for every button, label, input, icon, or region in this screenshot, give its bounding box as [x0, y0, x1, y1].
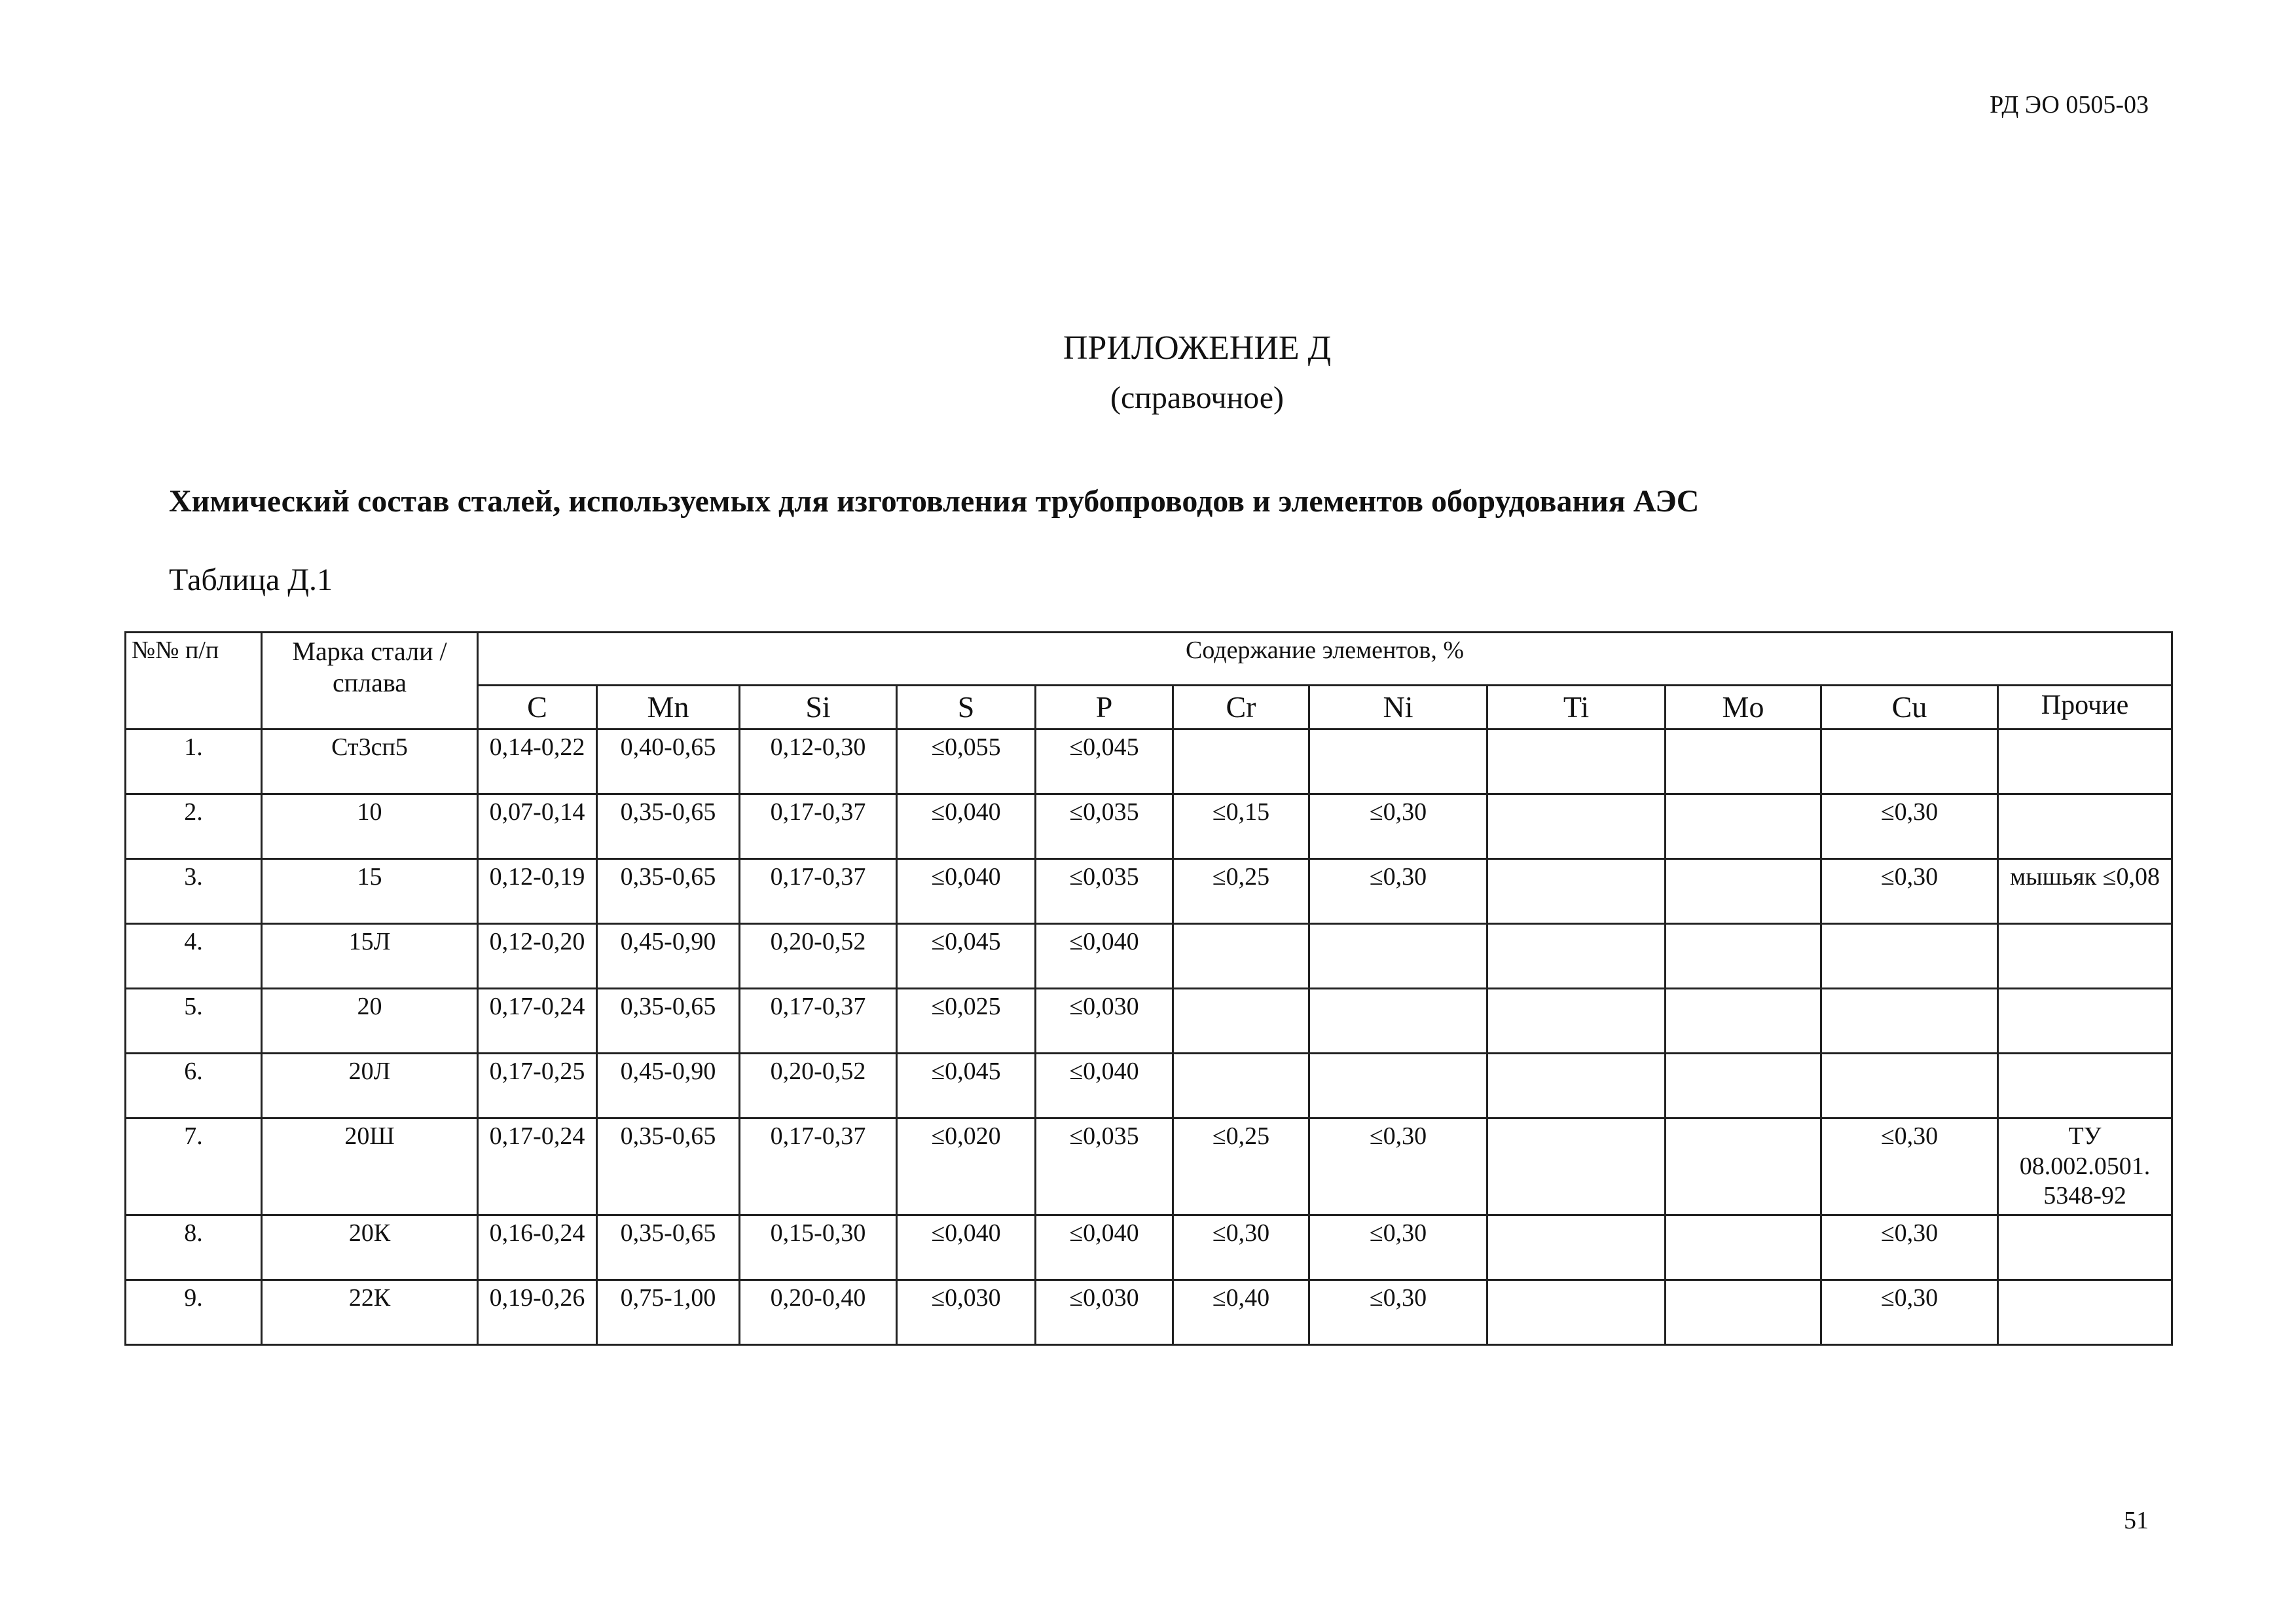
cell-s: ≤0,045	[897, 1054, 1036, 1118]
cell-number: 9.	[126, 1280, 262, 1344]
table-row	[126, 1215, 2172, 1280]
cell-ni	[1309, 729, 1487, 794]
cell-s: ≤0,040	[897, 1215, 1036, 1280]
page-number: 51	[2124, 1507, 2149, 1534]
cell-c: 0,16-0,24	[478, 1215, 597, 1280]
cell-cu: ≤0,30	[1821, 794, 1998, 859]
cell-c: 0,12-0,19	[478, 859, 597, 924]
cell-p: ≤0,030	[1036, 989, 1173, 1054]
cell-grade: 20	[262, 989, 478, 1054]
cell-c: 0,19-0,26	[478, 1280, 597, 1344]
cell-ni: ≤0,30	[1309, 1215, 1487, 1280]
cell-cr	[1173, 1054, 1309, 1118]
cell-cu: ≤0,30	[1821, 1118, 1998, 1215]
cell-mo	[1666, 1280, 1821, 1344]
cell-ni: ≤0,30	[1309, 1118, 1487, 1215]
cell-si: 0,20-0,52	[740, 924, 897, 989]
cell-number: 5.	[126, 989, 262, 1054]
cell-mn: 0,45-0,90	[597, 1054, 740, 1118]
cell-other	[1998, 1054, 2172, 1118]
cell-cu	[1821, 924, 1998, 989]
cell-mn: 0,75-1,00	[597, 1280, 740, 1344]
cell-ni: ≤0,30	[1309, 794, 1487, 859]
cell-cr: ≤0,25	[1173, 1118, 1309, 1215]
cell-mo	[1666, 729, 1821, 794]
column-header-ni: Ni	[1309, 686, 1487, 729]
cell-other: ТУ 08.002.0501. 5348-92	[1998, 1118, 2172, 1215]
cell-grade: 20Ш	[262, 1118, 478, 1215]
column-header-grade: Марка стали / сплава	[262, 633, 478, 729]
table-row	[126, 1118, 2172, 1215]
cell-s: ≤0,045	[897, 924, 1036, 989]
cell-cu: ≤0,30	[1821, 1215, 1998, 1280]
cell-number: 4.	[126, 924, 262, 989]
cell-ni: ≤0,30	[1309, 859, 1487, 924]
cell-grade: 15Л	[262, 924, 478, 989]
appendix-subtitle: (справочное)	[1110, 380, 1285, 415]
cell-c: 0,17-0,24	[478, 1118, 597, 1215]
cell-p: ≤0,030	[1036, 1280, 1173, 1344]
cell-mn: 0,35-0,65	[597, 859, 740, 924]
cell-mn: 0,35-0,65	[597, 794, 740, 859]
cell-si: 0,15-0,30	[740, 1215, 897, 1280]
cell-ti	[1487, 924, 1666, 989]
cell-grade: 10	[262, 794, 478, 859]
cell-s: ≤0,040	[897, 859, 1036, 924]
cell-s: ≤0,030	[897, 1280, 1036, 1344]
column-header-p: P	[1036, 686, 1173, 729]
cell-si: 0,20-0,52	[740, 1054, 897, 1118]
cell-si: 0,20-0,40	[740, 1280, 897, 1344]
cell-ti	[1487, 1215, 1666, 1280]
cell-mo	[1666, 924, 1821, 989]
cell-cr: ≤0,15	[1173, 794, 1309, 859]
cell-c: 0,14-0,22	[478, 729, 597, 794]
cell-cr: ≤0,25	[1173, 859, 1309, 924]
cell-cr: ≤0,30	[1173, 1215, 1309, 1280]
cell-number: 7.	[126, 1118, 262, 1215]
cell-number: 1.	[126, 729, 262, 794]
table-row	[126, 729, 2172, 794]
cell-other	[1998, 1215, 2172, 1280]
cell-p: ≤0,040	[1036, 1054, 1173, 1118]
cell-mn: 0,40-0,65	[597, 729, 740, 794]
appendix-title: ПРИЛОЖЕНИЕ Д	[1063, 329, 1332, 367]
cell-ti	[1487, 989, 1666, 1054]
cell-number: 3.	[126, 859, 262, 924]
cell-grade: 20Л	[262, 1054, 478, 1118]
cell-s: ≤0,040	[897, 794, 1036, 859]
cell-mo	[1666, 1215, 1821, 1280]
cell-p: ≤0,035	[1036, 794, 1173, 859]
cell-other	[1998, 924, 2172, 989]
cell-c: 0,07-0,14	[478, 794, 597, 859]
table-row	[126, 794, 2172, 859]
table-caption: Таблица Д.1	[169, 563, 333, 597]
cell-ti	[1487, 859, 1666, 924]
cell-s: ≤0,055	[897, 729, 1036, 794]
cell-grade: 20К	[262, 1215, 478, 1280]
cell-mo	[1666, 989, 1821, 1054]
cell-ni	[1309, 1054, 1487, 1118]
cell-ni: ≤0,30	[1309, 1280, 1487, 1344]
cell-cu	[1821, 1054, 1998, 1118]
cell-cu	[1821, 729, 1998, 794]
column-header-si: Si	[740, 686, 897, 729]
cell-number: 6.	[126, 1054, 262, 1118]
cell-ti	[1487, 1280, 1666, 1344]
cell-mo	[1666, 1118, 1821, 1215]
table-row	[126, 1054, 2172, 1118]
cell-p: ≤0,035	[1036, 1118, 1173, 1215]
cell-ti	[1487, 1054, 1666, 1118]
cell-si: 0,17-0,37	[740, 989, 897, 1054]
table-row	[126, 859, 2172, 924]
table-row	[126, 924, 2172, 989]
column-header-cr: Cr	[1173, 686, 1309, 729]
cell-s: ≤0,025	[897, 989, 1036, 1054]
cell-mn: 0,35-0,65	[597, 1215, 740, 1280]
cell-number: 2.	[126, 794, 262, 859]
cell-number: 8.	[126, 1215, 262, 1280]
table-row	[126, 1280, 2172, 1344]
cell-other	[1998, 794, 2172, 859]
cell-cr	[1173, 989, 1309, 1054]
cell-s: ≤0,020	[897, 1118, 1036, 1215]
cell-mn: 0,35-0,65	[597, 989, 740, 1054]
cell-ti	[1487, 794, 1666, 859]
cell-ti	[1487, 729, 1666, 794]
cell-c: 0,17-0,25	[478, 1054, 597, 1118]
cell-mn: 0,45-0,90	[597, 924, 740, 989]
cell-ti	[1487, 1118, 1666, 1215]
table-heading: Химический состав сталей, используемых для изготовления трубопроводов и элементов оборудования АЭС	[169, 484, 1700, 519]
cell-cr: ≤0,40	[1173, 1280, 1309, 1344]
cell-si: 0,12-0,30	[740, 729, 897, 794]
cell-cu	[1821, 989, 1998, 1054]
cell-mo	[1666, 859, 1821, 924]
cell-grade: Ст3сп5	[262, 729, 478, 794]
cell-p: ≤0,045	[1036, 729, 1173, 794]
cell-grade: 15	[262, 859, 478, 924]
column-header-c: C	[478, 686, 597, 729]
cell-cr	[1173, 924, 1309, 989]
document-code: РД ЭО 0505-03	[1990, 91, 2149, 119]
cell-p: ≤0,040	[1036, 1215, 1173, 1280]
cell-other: мышьяк ≤0,08	[1998, 859, 2172, 924]
cell-si: 0,17-0,37	[740, 859, 897, 924]
cell-other	[1998, 1280, 2172, 1344]
column-header-s: S	[897, 686, 1036, 729]
cell-p: ≤0,040	[1036, 924, 1173, 989]
column-header-other: Прочие	[1998, 686, 2172, 729]
cell-mo	[1666, 794, 1821, 859]
cell-si: 0,17-0,37	[740, 794, 897, 859]
cell-c: 0,17-0,24	[478, 989, 597, 1054]
column-header-mn: Mn	[597, 686, 740, 729]
cell-grade: 22К	[262, 1280, 478, 1344]
column-header-number: №№ п/п	[126, 633, 262, 729]
cell-c: 0,12-0,20	[478, 924, 597, 989]
cell-mo	[1666, 1054, 1821, 1118]
composition-table	[124, 631, 2173, 1346]
cell-ni	[1309, 924, 1487, 989]
cell-ni	[1309, 989, 1487, 1054]
cell-other	[1998, 989, 2172, 1054]
cell-cu: ≤0,30	[1821, 1280, 1998, 1344]
cell-other	[1998, 729, 2172, 794]
column-group-header: Содержание элементов, %	[478, 633, 2172, 686]
cell-p: ≤0,035	[1036, 859, 1173, 924]
column-header-cu: Cu	[1821, 686, 1998, 729]
cell-si: 0,17-0,37	[740, 1118, 897, 1215]
cell-mn: 0,35-0,65	[597, 1118, 740, 1215]
cell-cr	[1173, 729, 1309, 794]
table-row	[126, 989, 2172, 1054]
column-header-mo: Mo	[1666, 686, 1821, 729]
column-header-ti: Ti	[1487, 686, 1666, 729]
cell-cu: ≤0,30	[1821, 859, 1998, 924]
